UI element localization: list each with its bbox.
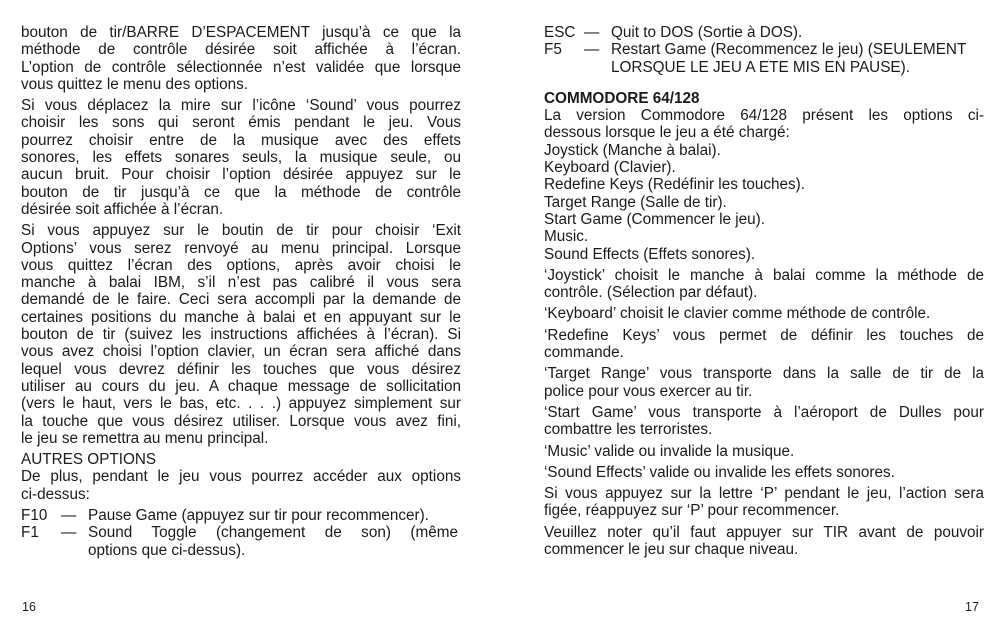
text-line: police pour vous exercer au tir. xyxy=(544,382,753,400)
menu-item: Joystick (Manche à balai). xyxy=(544,141,721,159)
text-line: vous quittez le menu des options. xyxy=(21,75,249,93)
key-label: F1 xyxy=(21,524,39,542)
description-note xyxy=(544,524,984,559)
text-line: Si vous appuyez sur le boutin de tir pour choisir ‘Exit xyxy=(21,222,461,240)
description-start-game xyxy=(544,404,984,439)
paragraph-other-options xyxy=(21,468,461,503)
text-line: options que ci-dessus). xyxy=(88,541,246,559)
key-row-f10 xyxy=(21,507,458,524)
text-line: Pause Game (appuyez sur tir pour recommencer). xyxy=(88,507,429,525)
text-line: dessous lorsque le jeu a été chargé: xyxy=(544,124,790,142)
text-line: LORSQUE LE JEU A ETE MIS EN PAUSE). xyxy=(611,58,910,76)
text-line: ‘Joystick’ choisit le manche à balai comme la méthode de xyxy=(544,266,984,284)
text-line: ‘Keyboard’ choisit le clavier comme méthode de contrôle. xyxy=(544,305,931,323)
text-line: bouton de tir/BARRE D’ESPACEMENT jusqu’à ce que la xyxy=(21,24,461,41)
text-line: vous avez choisi l’option clavier, un écran sera affiché dans xyxy=(21,343,461,361)
dash: — xyxy=(584,24,600,41)
key-row-f5 xyxy=(544,41,981,76)
text-line: certaines positions du manche à balai et en appuyant sur le xyxy=(21,308,461,326)
page-number-left: 16 xyxy=(22,600,36,614)
key-description xyxy=(611,24,981,41)
dash: — xyxy=(61,507,77,525)
key-label: F5 xyxy=(544,41,562,59)
text-line: Quit to DOS (Sortie à DOS). xyxy=(611,24,803,41)
text-line: bouton de tir (suivez les instructions affichées à l’écran). Si xyxy=(21,326,461,344)
key-description xyxy=(88,524,458,559)
text-line: la touche que vous désirez utiliser. Lorsque vous avez fini, xyxy=(21,412,461,430)
text-line: combattre les terroristes. xyxy=(544,421,713,439)
text-line: ‘Target Range’ vous transporte dans la salle de tir de la xyxy=(544,365,984,383)
options-menu-list xyxy=(544,142,984,263)
page-number-right: 17 xyxy=(965,600,979,614)
text-line: Restart Game (Recommencez le jeu) (SEULEMENT xyxy=(611,41,967,59)
text-line: Si vous appuyez sur la lettre ‘P’ pendant le jeu, l’action sera xyxy=(544,485,984,503)
text-line: Sound Toggle (changement de son) (même xyxy=(88,524,458,542)
key-label: ESC xyxy=(544,24,576,41)
paragraph-intro xyxy=(544,107,984,142)
menu-item: Redefine Keys (Redéfinir les touches). xyxy=(544,176,806,194)
text-line: demandé de le faire. Ceci sera accompli par la demande de xyxy=(21,291,461,309)
paragraph-sound xyxy=(21,97,461,218)
menu-item: Target Range (Salle de tir). xyxy=(544,193,727,211)
text-line: Veuillez noter qu’il faut appuyer sur TIR avant de pouvoir xyxy=(544,523,984,541)
text-line: le jeu se remettra au menu principal. xyxy=(21,429,269,447)
text-line: (vers le haut, vers le bas, etc. . . .) appuyez simplement sur xyxy=(21,395,461,413)
text-line: commencer le jeu sur chaque niveau. xyxy=(544,541,799,559)
text-line: ‘Start Game’ vous transporte à l’aéroport de Dulles pour xyxy=(544,403,984,421)
text-line: vous quittez l’écran des options, après avoir choisi le xyxy=(21,256,461,274)
paragraph-exit-options xyxy=(21,222,461,447)
text-line: La version Commodore 64/128 présent les options ci- xyxy=(544,107,984,125)
description-joystick xyxy=(544,267,984,302)
section-heading-commodore: COMMODORE 64/128 xyxy=(544,89,700,107)
text-line: De plus, pendant le jeu vous pourrez accéder aux options xyxy=(21,468,461,486)
text-line: utiliser au cours du jeu. A chaque message de sollicitation xyxy=(21,377,461,395)
menu-item: Music. xyxy=(544,228,589,246)
text-line: Si vous déplacez la mire sur l’icône ‘Sound’ vous pourrez xyxy=(21,97,461,115)
description-pause xyxy=(544,485,984,520)
text-line: ci-dessus: xyxy=(21,485,90,503)
key-list-left xyxy=(21,507,458,559)
description-music xyxy=(544,443,984,460)
left-page xyxy=(21,24,461,559)
paragraph-control-method xyxy=(21,24,461,93)
text-line: pourrez choisir entre de la musique avec des effets xyxy=(21,131,461,149)
text-line: figée, réappuyez sur ‘P’ pour recommencer. xyxy=(544,502,840,520)
text-line: méthode de contrôle désirée soit affichée à l’écran. xyxy=(21,41,461,59)
key-label: F10 xyxy=(21,507,48,525)
section-heading-autres-options: AUTRES OPTIONS xyxy=(21,451,157,469)
text-line: manche à balai IBM, s’il n’est pas calibré il vous sera xyxy=(21,274,461,292)
menu-item: Start Game (Commencer le jeu). xyxy=(544,210,766,228)
text-line: bouton de tir jusqu’à ce que la méthode de contrôle xyxy=(21,183,461,201)
text-line: L’option de contrôle sélectionnée n’est validée que lorsque xyxy=(21,58,461,76)
text-line: ‘Music’ valide ou invalide la musique. xyxy=(544,442,795,460)
text-line: commande. xyxy=(544,344,624,362)
key-description xyxy=(611,41,981,76)
text-line: désirée soit affichée à l’écran. xyxy=(21,200,224,218)
description-redefine-keys xyxy=(544,327,984,362)
description-sound-effects xyxy=(544,464,984,481)
key-description xyxy=(88,507,458,524)
key-row-esc xyxy=(544,24,981,41)
text-line: aucun bruit. Pour choisir l’option désirée appuyez sur le xyxy=(21,166,461,184)
right-page xyxy=(544,24,984,562)
text-line: contrôle. (Sélection par défaut). xyxy=(544,284,758,302)
key-row-f1 xyxy=(21,524,458,559)
text-line: lequel vous devrez définir les touches que vous désirez xyxy=(21,360,461,378)
dash: — xyxy=(584,41,600,59)
dash: — xyxy=(61,524,77,542)
description-keyboard xyxy=(544,305,984,322)
menu-item: Keyboard (Clavier). xyxy=(544,159,676,177)
text-line: choisir les sons qui seront émis pendant le jeu. Vous xyxy=(21,114,461,132)
text-line: ‘Sound Effects’ valide ou invalide les effets sonores. xyxy=(544,463,895,481)
text-line: Options’ vous serez renvoyé au menu principal. Lorsque xyxy=(21,239,461,257)
key-list-right xyxy=(544,24,981,76)
text-line: ‘Redefine Keys’ vous permet de définir les touches de xyxy=(544,326,984,344)
text-line: sonores, les effets sonares seuls, la musique seule, ou xyxy=(21,149,461,167)
menu-item: Sound Effects (Effets sonores). xyxy=(544,245,756,263)
description-target-range xyxy=(544,365,984,400)
